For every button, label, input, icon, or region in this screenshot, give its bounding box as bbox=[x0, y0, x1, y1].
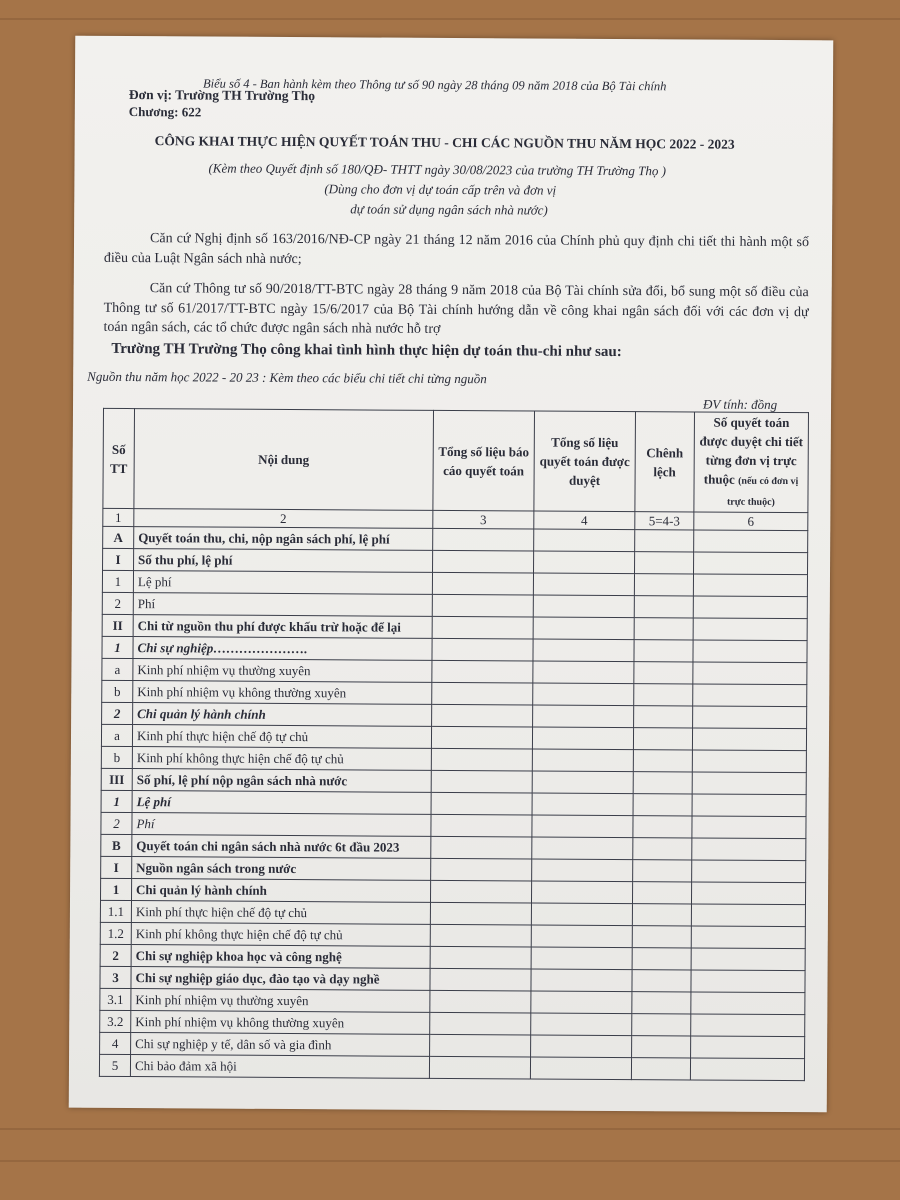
row-number-cell: a bbox=[101, 724, 132, 746]
empty-value-cell bbox=[692, 860, 806, 883]
empty-value-cell bbox=[531, 903, 632, 926]
empty-value-cell bbox=[432, 572, 533, 595]
empty-value-cell bbox=[531, 925, 632, 948]
empty-value-cell bbox=[632, 1014, 691, 1036]
empty-value-cell bbox=[431, 814, 532, 837]
empty-value-cell bbox=[691, 904, 805, 927]
row-number-cell: 1.1 bbox=[100, 900, 131, 922]
empty-value-cell bbox=[533, 573, 634, 596]
empty-value-cell bbox=[432, 616, 533, 639]
empty-value-cell bbox=[634, 596, 693, 618]
empty-value-cell bbox=[432, 594, 533, 617]
empty-value-cell bbox=[430, 990, 531, 1013]
empty-value-cell bbox=[531, 1013, 632, 1036]
row-content-cell: Kinh phí nhiệm vụ thường xuyên bbox=[131, 989, 430, 1013]
col-header-subunit bbox=[694, 412, 809, 513]
empty-value-cell bbox=[693, 684, 807, 707]
empty-value-cell bbox=[634, 574, 693, 596]
usage-note-1: (Dùng cho đơn vị dự toán cấp trên và đơn vị bbox=[324, 181, 557, 198]
empty-value-cell bbox=[532, 837, 633, 860]
empty-value-cell bbox=[531, 1035, 632, 1058]
row-number-cell: 5 bbox=[99, 1054, 130, 1076]
empty-value-cell bbox=[691, 948, 805, 971]
empty-value-cell bbox=[431, 770, 532, 793]
row-number-cell: I bbox=[101, 856, 132, 878]
empty-value-cell bbox=[632, 948, 691, 970]
empty-value-cell bbox=[431, 858, 532, 881]
row-content-cell: Số thu phí, lệ phí bbox=[134, 549, 433, 573]
col-number-cell: 4 bbox=[534, 511, 635, 530]
col-header-subunit-note: (nếu có đơn vị trực thuộc) bbox=[726, 475, 799, 508]
empty-value-cell bbox=[534, 551, 635, 574]
col-number-cell: 6 bbox=[694, 512, 808, 531]
col-number-cell: 3 bbox=[433, 510, 534, 529]
col-header-difference: Chênh lệch bbox=[635, 412, 695, 512]
empty-value-cell bbox=[532, 749, 633, 772]
empty-value-cell bbox=[532, 793, 633, 816]
empty-value-cell bbox=[693, 706, 807, 729]
empty-value-cell bbox=[531, 947, 632, 970]
row-content-cell: Kinh phí nhiệm vụ không thường xuyên bbox=[133, 681, 432, 705]
empty-value-cell bbox=[532, 771, 633, 794]
row-content-cell: Lệ phí bbox=[132, 791, 431, 815]
empty-value-cell bbox=[429, 1056, 530, 1079]
col-header-subunit-main: Số quyết toán được duyệt chi tiết từng đơn vị trực thuộc bbox=[699, 414, 804, 487]
empty-value-cell bbox=[531, 969, 632, 992]
empty-value-cell bbox=[633, 772, 692, 794]
empty-value-cell bbox=[632, 992, 691, 1014]
empty-value-cell bbox=[532, 859, 633, 882]
empty-value-cell bbox=[691, 1036, 805, 1059]
empty-value-cell bbox=[635, 552, 694, 574]
row-content-cell: Kinh phí nhiệm vụ thường xuyên bbox=[133, 659, 432, 683]
empty-value-cell bbox=[691, 992, 805, 1015]
empty-value-cell bbox=[633, 794, 692, 816]
empty-value-cell bbox=[432, 638, 533, 661]
row-content-cell: Quyết toán thu, chi, nộp ngân sách phí, lệ phí bbox=[134, 527, 433, 551]
row-number-cell: 1 bbox=[101, 790, 132, 812]
row-number-cell: a bbox=[102, 658, 133, 680]
col-header-approved: Tổng số liệu quyết toán được duyệt bbox=[534, 411, 636, 512]
currency-unit: ĐV tính: đồng bbox=[702, 396, 778, 412]
revenue-source-line: Nguồn thu năm học 2022 - 20 23 : Kèm theo các biểu chi tiết chi từng nguồn bbox=[87, 368, 487, 387]
row-number-cell: A bbox=[103, 526, 134, 548]
empty-value-cell bbox=[633, 816, 692, 838]
row-content-cell: Kinh phí thực hiện chế độ tự chủ bbox=[132, 725, 431, 749]
empty-value-cell bbox=[533, 617, 634, 640]
empty-value-cell bbox=[692, 794, 806, 817]
row-content-cell: Kinh phí không thực hiện chế độ tự chủ bbox=[131, 923, 430, 947]
row-number-cell: III bbox=[101, 768, 132, 790]
empty-value-cell bbox=[432, 660, 533, 683]
document-page bbox=[69, 36, 834, 1113]
col-number-cell: 2 bbox=[134, 509, 433, 529]
empty-value-cell bbox=[692, 728, 806, 751]
empty-value-cell bbox=[633, 860, 692, 882]
empty-value-cell bbox=[693, 662, 807, 685]
empty-value-cell bbox=[693, 596, 807, 619]
empty-value-cell bbox=[430, 1034, 531, 1057]
empty-value-cell bbox=[530, 1057, 631, 1080]
row-number-cell: 2 bbox=[100, 944, 131, 966]
empty-value-cell bbox=[534, 529, 635, 552]
row-content-cell: Phí bbox=[132, 813, 431, 837]
row-number-cell: 2 bbox=[101, 812, 132, 834]
row-content-cell: Lệ phí bbox=[133, 571, 432, 595]
empty-value-cell bbox=[533, 705, 634, 728]
row-number-cell: 1 bbox=[102, 636, 133, 658]
col-header-reported: Tổng số liệu báo cáo quyết toán bbox=[433, 410, 535, 511]
row-content-cell: Phí bbox=[133, 593, 432, 617]
table-row bbox=[99, 1054, 804, 1080]
empty-value-cell bbox=[430, 924, 531, 947]
usage-note-2: dự toán sử dụng ngân sách nhà nước) bbox=[350, 201, 548, 218]
empty-value-cell bbox=[431, 792, 532, 815]
table-header-row bbox=[103, 408, 809, 512]
row-content-cell: Kinh phí không thực hiện chế độ tự chủ bbox=[132, 747, 431, 771]
empty-value-cell bbox=[634, 684, 693, 706]
empty-value-cell bbox=[432, 682, 533, 705]
row-content-cell: Số phí, lệ phí nộp ngân sách nhà nước bbox=[132, 769, 431, 793]
empty-value-cell bbox=[692, 772, 806, 795]
legal-basis-circular: Căn cứ Thông tư số 90/2018/TT-BTC ngày 28 tháng 9 năm 2018 của Bộ Tài chính sửa đổi, bổ sung một số điều của Thông tư số 61/2017/TT-BTC ngày 15/6/2017 của Bộ Tài chính hướng dẫn về công khai ngân sách đối với các đơn vị dự toán ngân sách, các tổ chức được ngân sách nhà nước hỗ trợ bbox=[103, 281, 809, 337]
row-number-cell: 3.2 bbox=[100, 1010, 131, 1032]
empty-value-cell bbox=[430, 946, 531, 969]
empty-value-cell bbox=[533, 639, 634, 662]
empty-value-cell bbox=[693, 640, 807, 663]
table-body bbox=[99, 508, 807, 1080]
row-content-cell: Chi từ nguồn thu phí được khấu trừ hoặc để lại bbox=[133, 615, 432, 639]
row-number-cell: 2 bbox=[102, 702, 133, 724]
empty-value-cell bbox=[694, 530, 808, 553]
empty-value-cell bbox=[432, 704, 533, 727]
col-header-stt: Số TT bbox=[103, 408, 135, 508]
row-number-cell: 4 bbox=[100, 1032, 131, 1054]
row-number-cell: b bbox=[101, 746, 132, 768]
row-number-cell: II bbox=[102, 614, 133, 636]
empty-value-cell bbox=[691, 882, 805, 905]
empty-value-cell bbox=[690, 1058, 804, 1081]
row-number-cell: 3 bbox=[100, 966, 131, 988]
row-content-cell: Chi bảo đảm xã hội bbox=[130, 1055, 429, 1079]
row-content-cell: Chi quản lý hành chính bbox=[131, 879, 430, 903]
empty-value-cell bbox=[691, 926, 805, 949]
empty-value-cell bbox=[632, 926, 691, 948]
empty-value-cell bbox=[632, 970, 691, 992]
document-title: CÔNG KHAI THỰC HIỆN QUYẾT TOÁN THU - CHI CÁC NGUỒN THU NĂM HỌC 2022 - 2023 bbox=[154, 133, 735, 152]
empty-value-cell bbox=[634, 640, 693, 662]
empty-value-cell bbox=[693, 574, 807, 597]
empty-value-cell bbox=[531, 881, 632, 904]
empty-value-cell bbox=[431, 748, 532, 771]
empty-value-cell bbox=[634, 706, 693, 728]
empty-value-cell bbox=[632, 904, 691, 926]
empty-value-cell bbox=[533, 595, 634, 618]
empty-value-cell bbox=[631, 1058, 690, 1080]
row-content-cell: Chi quản lý hành chính bbox=[133, 703, 432, 727]
decision-note: (Kèm theo Quyết định số 180/QĐ- THTT ngày 30/08/2023 của trường TH Trường Thọ ) bbox=[208, 160, 667, 179]
empty-value-cell bbox=[632, 1036, 691, 1058]
empty-value-cell bbox=[633, 750, 692, 772]
row-number-cell: I bbox=[103, 548, 134, 570]
unit-name: Đơn vị: Trường TH Trường Thọ bbox=[128, 87, 316, 104]
empty-value-cell bbox=[691, 970, 805, 993]
form-reference: Biểu số 4 - Ban hành kèm theo Thông tư số 90 ngày 28 tháng 09 năm 2018 của Bộ Tài chính bbox=[202, 76, 667, 94]
empty-value-cell bbox=[531, 991, 632, 1014]
empty-value-cell bbox=[694, 552, 808, 575]
row-content-cell: Kinh phí nhiệm vụ không thường xuyên bbox=[131, 1011, 430, 1035]
empty-value-cell bbox=[632, 882, 691, 904]
empty-value-cell bbox=[692, 816, 806, 839]
empty-value-cell bbox=[430, 902, 531, 925]
empty-value-cell bbox=[430, 968, 531, 991]
empty-value-cell bbox=[634, 618, 693, 640]
empty-value-cell bbox=[692, 838, 806, 861]
empty-value-cell bbox=[430, 880, 531, 903]
col-number-cell: 5=4-3 bbox=[635, 512, 694, 530]
empty-value-cell bbox=[430, 1012, 531, 1035]
row-content-cell: Nguồn ngân sách trong nước bbox=[132, 857, 431, 881]
empty-value-cell bbox=[533, 683, 634, 706]
col-number-cell: 1 bbox=[103, 508, 134, 526]
empty-value-cell bbox=[635, 530, 694, 552]
chapter-code: Chương: 622 bbox=[128, 104, 202, 120]
row-content-cell: Chi sự nghiệp y tế, dân số và gia đình bbox=[131, 1033, 430, 1057]
empty-value-cell bbox=[532, 815, 633, 838]
row-number-cell: 3.1 bbox=[100, 988, 131, 1010]
row-content-cell: Chi sự nghiệp giáo dục, đào tạo và dạy nghề bbox=[131, 967, 430, 991]
settlement-table bbox=[99, 408, 809, 1081]
empty-value-cell bbox=[533, 661, 634, 684]
row-number-cell: B bbox=[101, 834, 132, 856]
publication-statement: Trường TH Trường Thọ công khai tình hình thực hiện dự toán thu-chi như sau: bbox=[111, 340, 622, 361]
row-number-cell: 1 bbox=[102, 570, 133, 592]
empty-value-cell bbox=[633, 838, 692, 860]
row-number-cell: b bbox=[102, 680, 133, 702]
empty-value-cell bbox=[433, 550, 534, 573]
row-content-cell: Chi sự nghiệp…………………. bbox=[133, 637, 432, 661]
row-number-cell: 1 bbox=[100, 878, 131, 900]
row-content-cell: Chi sự nghiệp khoa học và công nghệ bbox=[131, 945, 430, 969]
row-number-cell: 1.2 bbox=[100, 922, 131, 944]
empty-value-cell bbox=[693, 618, 807, 641]
col-header-content: Nội dung bbox=[134, 409, 434, 511]
empty-value-cell bbox=[692, 750, 806, 773]
row-number-cell: 2 bbox=[102, 592, 133, 614]
empty-value-cell bbox=[431, 726, 532, 749]
row-content-cell: Quyết toán chi ngân sách nhà nước 6t đầu 2023 bbox=[132, 835, 431, 859]
empty-value-cell bbox=[633, 728, 692, 750]
legal-basis-decree: Căn cứ Nghị định số 163/2016/NĐ-CP ngày 21 tháng 12 năm 2016 của Chính phủ quy định chi tiết thi hành một số điều của Luật Ngân sách nhà nước; bbox=[103, 231, 810, 267]
empty-value-cell bbox=[431, 836, 532, 859]
row-content-cell: Kinh phí thực hiện chế độ tự chủ bbox=[131, 901, 430, 925]
empty-value-cell bbox=[532, 727, 633, 750]
empty-value-cell bbox=[634, 662, 693, 684]
empty-value-cell bbox=[691, 1014, 805, 1037]
empty-value-cell bbox=[433, 528, 534, 551]
